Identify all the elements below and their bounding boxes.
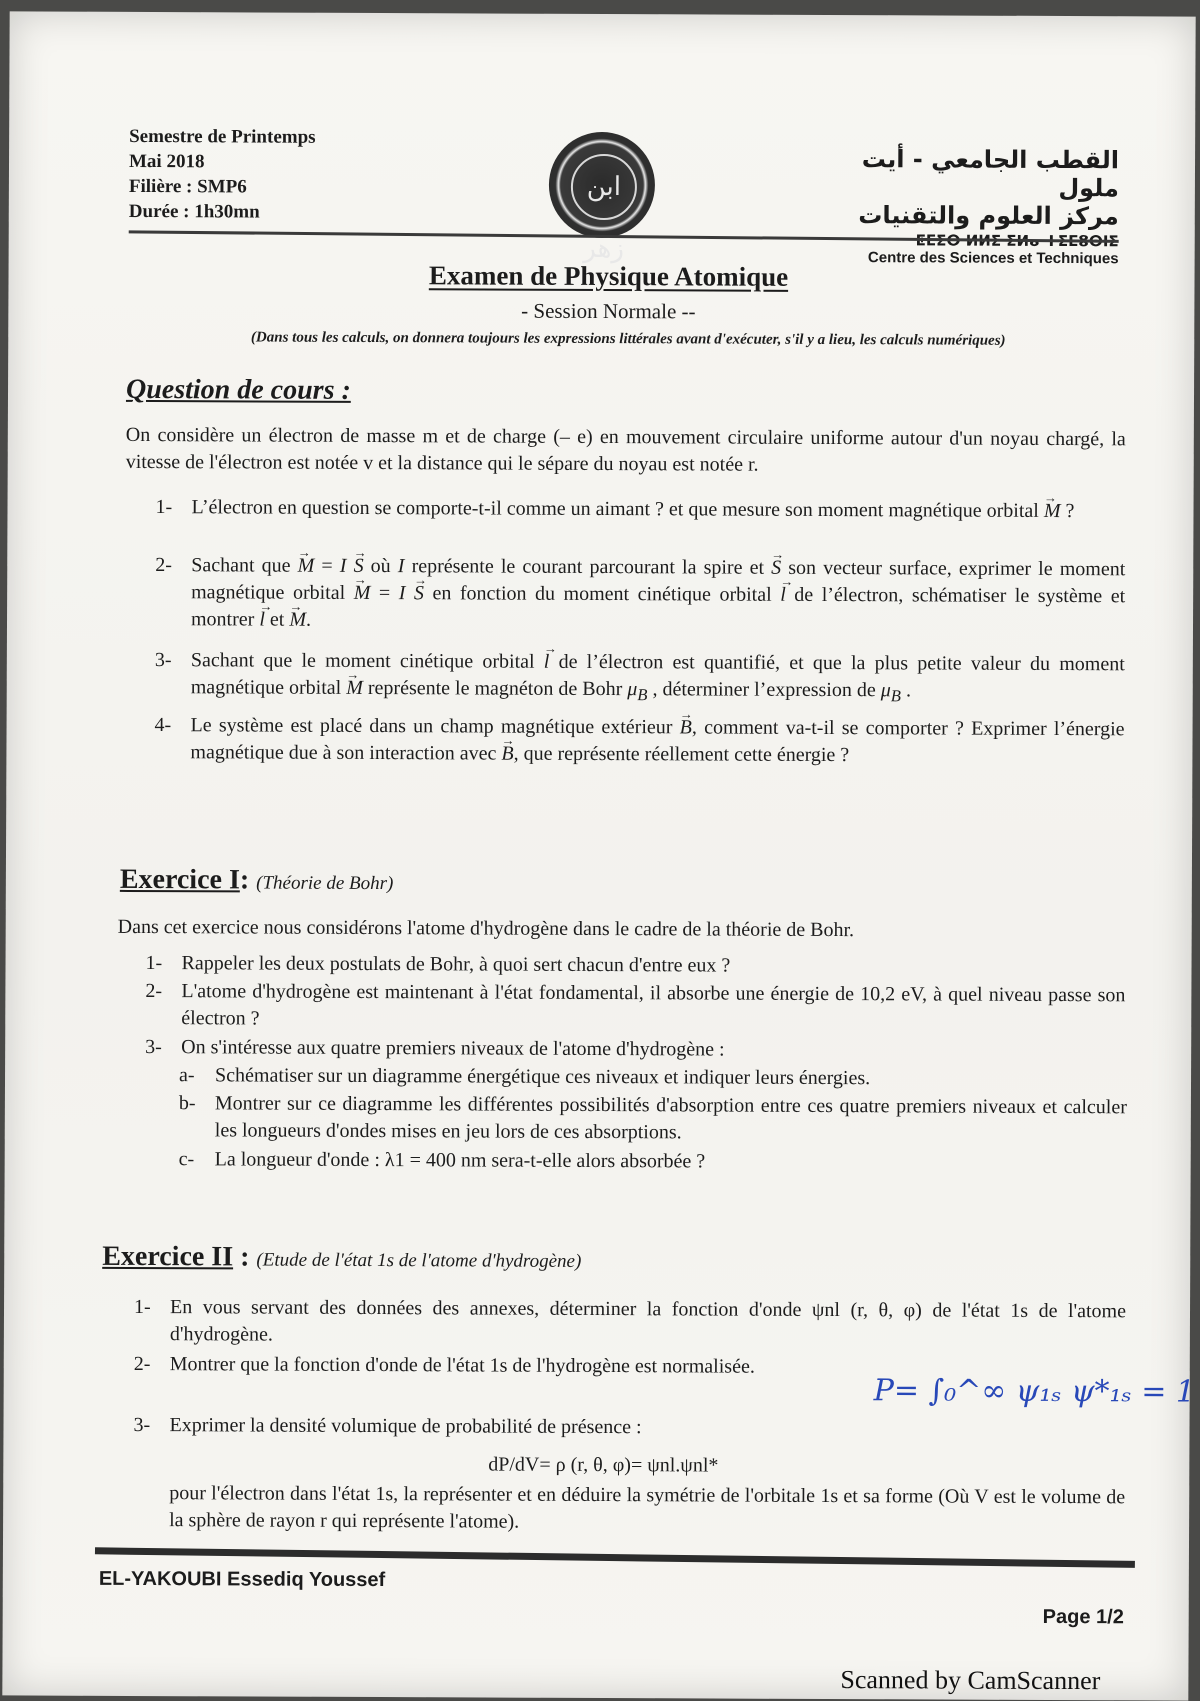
- session-subtitle: - Session Normale --: [521, 298, 696, 324]
- handwritten-annotation: P= ∫₀^∞ ψ₁ₛ ψ*₁ₛ = 1: [873, 1373, 1196, 1410]
- footer-divider: [95, 1547, 1135, 1568]
- ex1-subitem-c: c- La longueur d'onde : λ1 = 400 nm sera-t-elle alors absorbée ?: [178, 1148, 706, 1173]
- university-logo: [549, 132, 655, 265]
- ex2-item-3-continuation: pour l'électron dans l'état 1s, la représenter et en déduire la symétrie de l'orbitale 1s et sa forme (Où V est le volume de la sphère de rayon r qui représente l'atome).: [169, 1482, 1126, 1533]
- page-number: Page 1/2: [1042, 1605, 1124, 1629]
- institution-header: [829, 145, 1120, 267]
- date-label: Mai 2018: [128, 150, 205, 173]
- ex2-item-1: 1- En vous servant des données des annexes, déterminer la fonction d'onde ψnl (r, θ, φ) de l'état 1s de l'atome d'hydrogène.: [133, 1295, 1127, 1346]
- qc-item-1: 1- L’électron en question se comporte-t-il comme un aimant ? et que mesure son moment magnétique orbital → M ?: [191, 494, 1125, 525]
- arabic-line-2: مركز العلوم والتقنيات: [858, 201, 1119, 231]
- qc-item-4: 4- Le système est placé dans un champ magnétique extérieur → B, comment va-t-il se comporter ? Exprimer l’énergie magnétique due à son interaction avec → B, que représente réellement cette énergie ?: [190, 712, 1124, 770]
- question-cours-title: Question de cours :: [125, 373, 351, 406]
- duration-label: Durée : 1h30mn: [128, 200, 260, 223]
- ex2-item-2: 2- Montrer que la fonction d'onde de l'état 1s de l'hydrogène est normalisée.: [133, 1352, 755, 1378]
- question-cours-intro: On considère un électron de masse m et de charge (– e) en mouvement circulaire uniforme autour d'un noyau chargé, la vitesse de l'électron est notée v et la distance qui le sépare du noyau est notée r.: [125, 423, 1126, 476]
- exam-sheet: [2, 11, 1195, 1700]
- exercice-2-title: Exercice II : (Etude de l'état 1s de l'atome d'hydrogène): [102, 1240, 582, 1273]
- density-formula: dP/dV= ρ (r, θ, φ)= ψnl.ψnl*: [488, 1453, 719, 1477]
- qc-item-2: 2- Sachant que → M = I → S où I représente le courant parcourant la spire et → S son vecteur surface, exprimer le moment magnétique orbital → M = I → S en fonction du moment cinétique orbital → l de l’électron, schématiser le système et montrer → l et → M.: [191, 552, 1125, 637]
- author-name: EL-YAKOUBI Essediq Youssef: [98, 1567, 386, 1592]
- institution-name: Centre des Sciences et Techniques: [867, 249, 1119, 268]
- semester-label: Semestre de Printemps: [129, 125, 316, 148]
- exercice-1-intro: Dans cet exercice nous considérons l'atome d'hydrogène dans le cadre de la théorie de Bohr.: [117, 915, 855, 942]
- instructions-note: (Dans tous les calculs, on donnera toujours les expressions littérales avant d'exécuter, s'il y a lieu, les calculs numériques): [250, 329, 1006, 349]
- exam-title: Examen de Physique Atomique: [428, 260, 789, 292]
- qc-item-3: 3- Sachant que le moment cinétique orbital → l de l’électron est quantifié, et que la plus petite valeur du moment magnétique orbital → M représente le magnéton de Bohr $\mu_B$ , déterminer l’expression de $\mu_B$ .: [191, 647, 1125, 710]
- ex1-item-3: 3- On s'intéresse aux quatre premiers niveaux de l'atome d'hydrogène :: [145, 1036, 725, 1061]
- program-label: Filière : SMP6: [128, 175, 247, 198]
- exercice-1-title: Exercice I: (Théorie de Bohr): [119, 863, 394, 896]
- ex1-subitem-b: b- Montrer sur ce diagramme les différentes possibilités d'absorption entre ces quatre premiers niveaux et calculer les longueurs d'ondes mises en jeu lors de ces absorptions.: [178, 1092, 1127, 1144]
- logo-emblem: ابن زهر: [571, 154, 637, 220]
- ex1-subitem-a: a- Schématiser sur un diagramme énergétique ces niveaux et indiquer leurs énergies.: [178, 1064, 871, 1090]
- ex1-item-2: 2- L'atome d'hydrogène est maintenant à l'état fondamental, il absorbe une énergie de 10,2 eV, à quel niveau passe son électron ?: [145, 980, 1126, 1030]
- ex2-item-3: 3- Exprimer la densité volumique de probabilité de présence :: [133, 1413, 642, 1439]
- header-info: [129, 124, 316, 225]
- ex1-item-1: 1- Rappeler les deux postulats de Bohr, à quoi sert chacun d'entre eux ?: [145, 952, 731, 977]
- arabic-line-1: القطب الجامعي - أيت ملول: [861, 145, 1120, 203]
- scanner-watermark: Scanned by CamScanner: [840, 1665, 1101, 1696]
